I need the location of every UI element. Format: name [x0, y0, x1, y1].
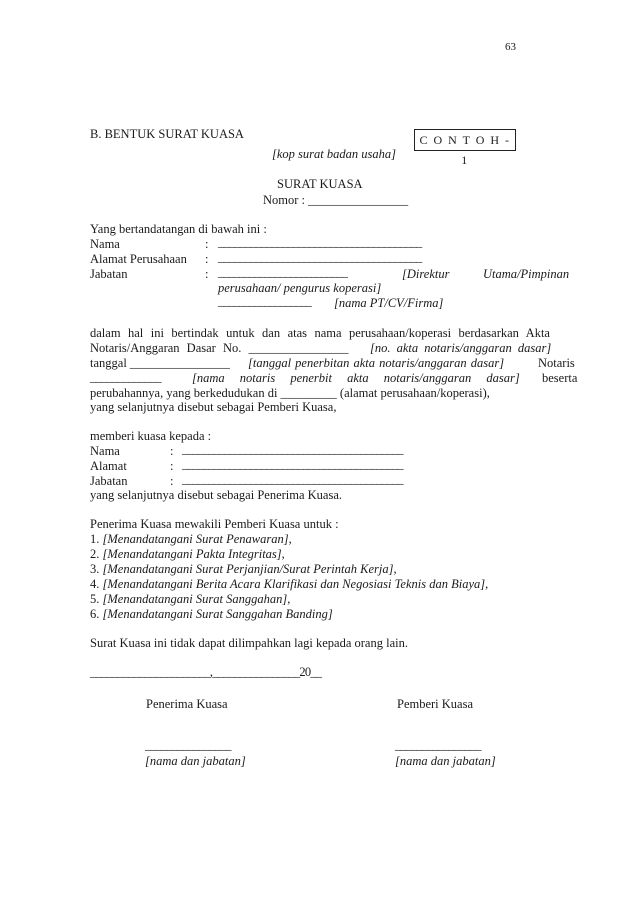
grantor-name-label: Nama	[90, 237, 120, 251]
grantor-position-label: Jabatan	[90, 267, 128, 281]
acting-line-2a: Notaris/Anggaran Dasar No. ________________	[90, 341, 349, 355]
grantee-name-label: Nama	[90, 444, 120, 458]
acting-line-5: perubahannya, yang berkedudukan di _________ (alamat perusahaan/koperasi),	[90, 386, 490, 400]
grantee-signature-name: [nama dan jabatan]	[145, 754, 246, 768]
grantee-position-field: __________________________________________	[182, 472, 403, 486]
acting-line-1: dalam hal ini bertindak untuk dan atas nama perusahaan/koperasi berdasarkan Akta	[90, 326, 550, 340]
grantee-intro: memberi kuasa kepada :	[90, 429, 212, 443]
section-heading: B. BENTUK SURAT KUASA	[90, 127, 244, 141]
grantor-address-colon: :	[205, 252, 209, 266]
power-text: [Menandatangani Surat Penawaran]	[102, 532, 289, 546]
power-end: ,	[281, 547, 285, 561]
power-text: [Menandatangani Surat Sanggahan Banding]	[102, 607, 333, 621]
grantor-signature-line: ________________	[395, 738, 481, 752]
power-end: ,	[393, 562, 397, 576]
grantor-name-field: ______________________________________	[218, 235, 422, 249]
power-item-1	[90, 532, 292, 546]
example-box	[414, 129, 516, 167]
place-date-line: ______________________,________________20__	[90, 665, 322, 679]
power-item-5	[90, 592, 290, 606]
power-number: 1.	[90, 532, 100, 546]
grantor-name-colon: :	[205, 237, 209, 251]
power-number: 4.	[90, 577, 100, 591]
acting-line-2b: [no. akta notaris/anggaran dasar]	[370, 341, 552, 355]
grantor-company-hint: [nama PT/CV/Firma]	[334, 296, 444, 310]
acting-line-4a: _____________	[90, 370, 161, 384]
power-number: 6.	[90, 607, 100, 621]
acting-line-3c: Notaris	[538, 356, 575, 370]
acting-line-4c: beserta	[542, 371, 578, 385]
grantee-name-colon: :	[170, 444, 174, 458]
power-item-6	[90, 607, 333, 621]
intro-text: Yang bertandatangan di bawah ini :	[90, 222, 267, 236]
grantor-signature-title: Pemberi Kuasa	[397, 697, 474, 711]
grantor-company-field: __________________	[218, 294, 311, 308]
grantee-position-label: Jabatan	[90, 474, 128, 488]
grantor-position-hint-2: Utama/Pimpinan	[483, 267, 570, 281]
grantor-address-label: Alamat Perusahaan	[90, 252, 187, 266]
power-item-3	[90, 562, 397, 576]
power-text: [Menandatangani Pakta Integritas]	[102, 547, 282, 561]
grantee-signature-title: Penerima Kuasa	[146, 697, 228, 711]
grantee-signature-line: ________________	[145, 738, 231, 752]
page-number: 63	[505, 41, 516, 53]
grantee-after: yang selanjutnya disebut sebagai Penerima Kuasa.	[90, 488, 343, 502]
power-number: 2.	[90, 547, 100, 561]
acting-line-3b: [tanggal penerbitan akta notaris/anggaran dasar]	[248, 356, 505, 370]
grantee-address-colon: :	[170, 459, 174, 473]
power-text: [Menandatangani Surat Perjanjian/Surat Perintah Kerja]	[102, 562, 394, 576]
grantee-address-label: Alamat	[90, 459, 127, 473]
grantor-position-field: _________________________	[218, 265, 347, 279]
grantee-address-field: __________________________________________	[182, 457, 403, 471]
power-end: ,	[288, 532, 292, 546]
power-end: ,	[287, 592, 291, 606]
acting-line-3a: tanggal ________________	[90, 356, 230, 370]
letter-number: Nomor : ________________	[263, 193, 409, 207]
power-text: [Menandatangani Surat Sanggahan]	[102, 592, 288, 606]
power-number: 3.	[90, 562, 100, 576]
power-item-2	[90, 547, 285, 561]
power-end: ,	[485, 577, 489, 591]
grantor-position-hint-1: [Direktur	[402, 267, 450, 281]
acting-line-4b: [nama notaris penerbit akta notaris/anggaran dasar]	[192, 371, 520, 385]
grantor-signature-name: [nama dan jabatan]	[395, 754, 496, 768]
power-number: 5.	[90, 592, 100, 606]
example-box-label: C O N T O H - 1	[419, 133, 511, 167]
grantor-position-hint-3: perusahaan/ pengurus koperasi]	[218, 281, 382, 295]
grantor-position-colon: :	[205, 267, 209, 281]
acting-line-6: yang selanjutnya disebut sebagai Pemberi Kuasa,	[90, 400, 337, 414]
powers-intro: Penerima Kuasa mewakili Pemberi Kuasa untuk :	[90, 517, 339, 531]
letterhead-placeholder: [kop surat badan usaha]	[272, 147, 396, 161]
power-item-4	[90, 577, 488, 591]
power-text: [Menandatangani Berita Acara Klarifikasi dan Negosiasi Teknis dan Biaya]	[102, 577, 486, 591]
grantor-address-field: ______________________________________	[218, 250, 422, 264]
grantee-name-field: __________________________________________	[182, 442, 403, 456]
grantee-position-colon: :	[170, 474, 174, 488]
non-transferable-note: Surat Kuasa ini tidak dapat dilimpahkan lagi kepada orang lain.	[90, 636, 408, 650]
letter-title: SURAT KUASA	[277, 177, 363, 191]
